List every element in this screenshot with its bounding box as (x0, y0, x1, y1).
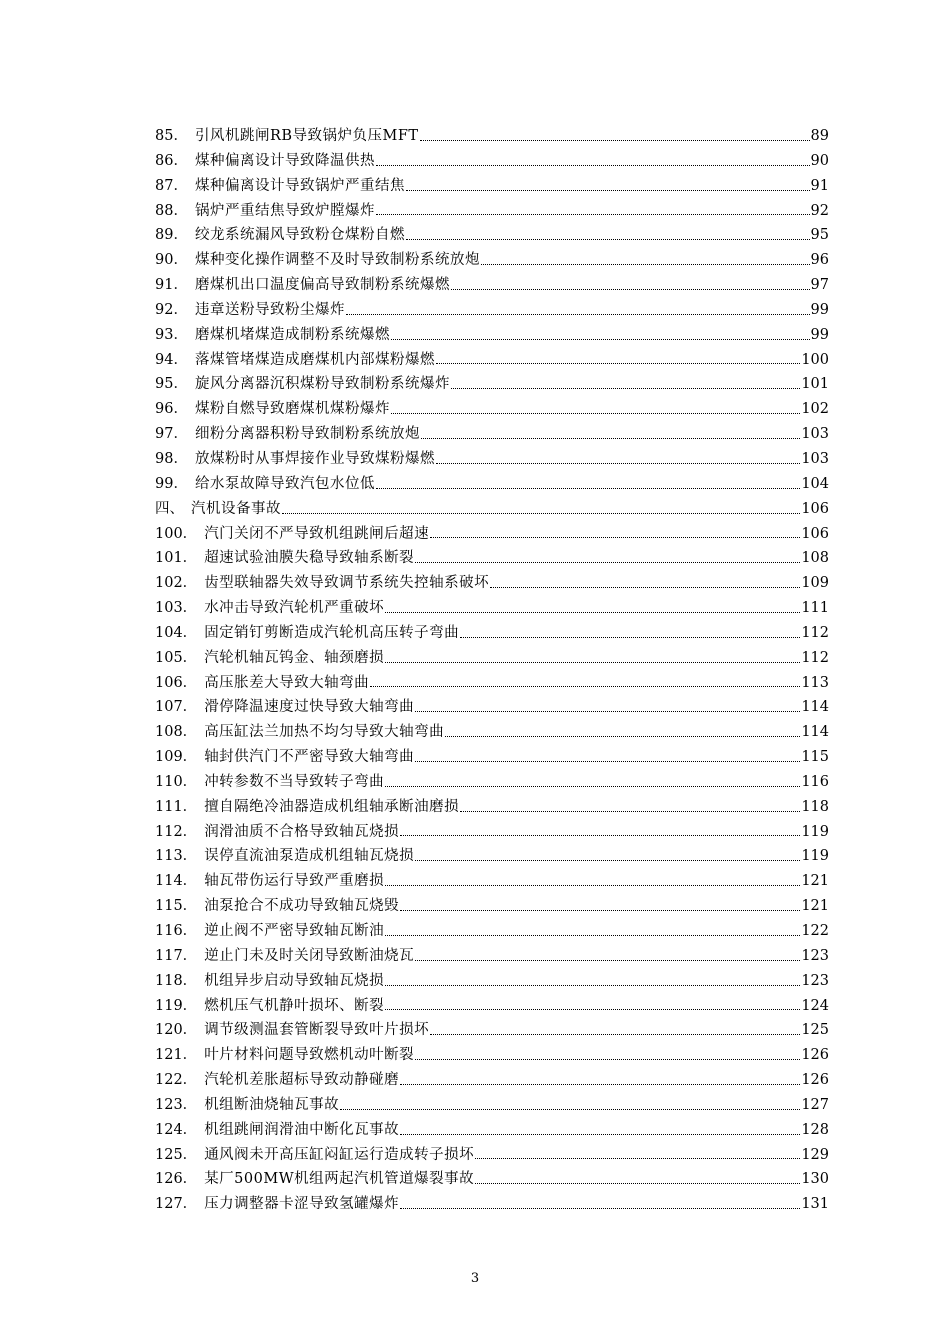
toc-entry-page: 102 (801, 401, 829, 418)
toc-entry-title: 压力调整器卡涩导致氢罐爆炸 (204, 1196, 400, 1213)
toc-entry[interactable] (155, 820, 829, 845)
toc-entry-page: 106 (801, 525, 829, 542)
toc-entry-number: 119． (155, 997, 198, 1014)
toc-entry[interactable] (155, 248, 829, 273)
toc-entry-number: 122． (155, 1072, 198, 1089)
toc-dot-leader (475, 1158, 800, 1159)
toc-entry-page: 103 (801, 450, 829, 467)
toc-entry-page: 121 (801, 898, 829, 915)
toc-dot-leader (400, 1084, 800, 1085)
toc-entry-number: 125． (155, 1146, 198, 1163)
toc-entry-number: 98． (155, 450, 188, 467)
toc-entry-title: 调节级测温套管断裂导致叶片损坏 (204, 1022, 430, 1039)
toc-entry[interactable] (155, 571, 829, 596)
toc-entry[interactable] (155, 944, 829, 969)
toc-entry[interactable] (155, 994, 829, 1019)
toc-entry-page: 95 (810, 227, 829, 244)
toc-entry-page: 123 (801, 947, 829, 964)
toc-entry[interactable] (155, 894, 829, 919)
toc-entry-title: 落煤管堵煤造成磨煤机内部煤粉爆燃 (194, 351, 435, 368)
toc-dot-leader (445, 736, 800, 737)
toc-entry[interactable] (155, 795, 829, 820)
toc-entry-title: 轴瓦带伤运行导致严重磨损 (204, 873, 385, 890)
toc-entry-title: 擅自隔绝冷油器造成机组轴承断油磨损 (204, 798, 460, 815)
toc-entry-title: 滑停降温速度过快导致大轴弯曲 (204, 699, 415, 716)
toc-entry-title: 磨煤机出口温度偏高导致制粉系统爆燃 (194, 277, 450, 294)
toc-entry-title: 违章送粉导致粉尘爆炸 (194, 301, 345, 318)
toc-entry-page: 122 (801, 923, 829, 939)
toc-dot-leader (385, 935, 800, 936)
toc-dot-leader (346, 314, 810, 315)
toc-entry-number: 120． (155, 1022, 198, 1039)
toc-entry-number: 107． (155, 699, 198, 716)
toc-entry[interactable] (155, 372, 829, 397)
toc-entry[interactable] (155, 869, 829, 894)
toc-dot-leader (430, 1034, 800, 1035)
toc-entry[interactable] (155, 1118, 829, 1143)
toc-entry-page: 90 (810, 152, 829, 169)
toc-dot-leader (421, 438, 800, 439)
toc-entry-title: 高压胀差大导致大轴弯曲 (204, 674, 370, 691)
table-of-contents (155, 124, 829, 1217)
toc-dot-leader (340, 1109, 800, 1110)
toc-entry[interactable] (155, 1093, 829, 1118)
toc-dot-leader (391, 339, 810, 340)
toc-entry-page: 112 (801, 624, 829, 641)
toc-entry-title: 煤种偏离设计导致降温供热 (194, 152, 375, 169)
toc-entry-number: 89． (155, 227, 188, 244)
toc-entry-number: 126． (155, 1171, 198, 1188)
toc-entry-title: 汽轮机轴瓦钨金、轴颈磨损 (204, 649, 385, 666)
toc-entry-page: 114 (801, 699, 829, 716)
toc-entry-title: 汽机设备事故 (191, 500, 281, 517)
toc-entry-number: 112． (155, 823, 198, 840)
toc-entry-page: 125 (801, 1022, 829, 1039)
toc-entry-title: 某厂500MW机组两起汽机管道爆裂事故 (204, 1171, 475, 1188)
toc-entry-number: 117． (155, 947, 198, 964)
toc-entry-number: 97． (155, 426, 188, 443)
toc-entry-number: 102． (155, 575, 198, 592)
toc-entry-title: 引风机跳闸RB导致锅炉负压MFT (194, 128, 419, 144)
toc-entry[interactable] (155, 298, 829, 323)
toc-entry[interactable] (155, 919, 829, 944)
toc-dot-leader (400, 1134, 800, 1135)
toc-dot-leader (451, 388, 800, 389)
toc-entry[interactable] (155, 1068, 829, 1093)
toc-entry-number: 115． (155, 898, 198, 915)
toc-entry-number: 109． (155, 749, 198, 766)
toc-dot-leader (420, 140, 810, 141)
toc-entry-page: 91 (810, 177, 829, 194)
toc-dot-leader (376, 165, 810, 166)
toc-entry-page: 115 (801, 749, 829, 766)
toc-dot-leader (406, 190, 810, 191)
toc-entry-page: 127 (801, 1096, 829, 1113)
toc-dot-leader (400, 835, 800, 836)
toc-entry-page: 89 (810, 128, 829, 144)
toc-entry-title: 误停直流油泵造成机组轴瓦烧损 (204, 848, 415, 865)
toc-entry-title: 轴封供汽门不严密导致大轴弯曲 (204, 749, 415, 766)
toc-entry[interactable] (155, 621, 829, 646)
toc-entry-title: 机组异步启动导致轴瓦烧损 (204, 972, 385, 989)
toc-dot-leader (400, 910, 800, 911)
toc-entry-number: 104． (155, 624, 198, 641)
toc-entry[interactable] (155, 397, 829, 422)
toc-entry[interactable] (155, 497, 829, 522)
toc-dot-leader (400, 1208, 800, 1209)
toc-dot-leader (385, 612, 800, 613)
toc-entry-page: 123 (801, 972, 829, 989)
toc-dot-leader (436, 463, 800, 464)
toc-dot-leader (451, 289, 810, 290)
toc-dot-leader (376, 214, 810, 215)
toc-entry-title: 给水泵故障导致汽包水位低 (194, 475, 375, 492)
toc-dot-leader (481, 264, 810, 265)
toc-entry-number: 106． (155, 674, 198, 691)
toc-entry[interactable] (155, 745, 829, 770)
toc-entry-page: 108 (801, 550, 829, 567)
toc-entry-number: 91． (155, 277, 188, 294)
toc-dot-leader (385, 885, 800, 886)
toc-entry[interactable] (155, 720, 829, 745)
toc-entry-title: 旋风分离器沉积煤粉导致制粉系统爆炸 (194, 376, 450, 393)
toc-entry-page: 121 (801, 873, 829, 890)
toc-entry[interactable] (155, 596, 829, 621)
toc-entry-number: 110． (155, 773, 198, 790)
toc-entry-number: 103． (155, 600, 198, 617)
toc-entry-title: 锅炉严重结焦导致炉膛爆炸 (194, 202, 375, 219)
toc-entry-page: 113 (801, 674, 829, 691)
toc-entry-number: 123． (155, 1096, 198, 1113)
toc-entry[interactable] (155, 447, 829, 472)
toc-entry-number: 86． (155, 152, 188, 169)
toc-entry-page: 106 (801, 500, 829, 517)
toc-entry-title: 磨煤机堵煤造成制粉系统爆燃 (194, 326, 390, 343)
toc-entry-title: 通风阀未开高压缸闷缸运行造成转子损坏 (204, 1146, 475, 1163)
toc-entry-number: 93． (155, 326, 188, 343)
toc-entry-page: 109 (801, 575, 829, 592)
toc-entry-page: 128 (801, 1121, 829, 1138)
toc-dot-leader (406, 239, 810, 240)
toc-dot-leader (430, 537, 800, 538)
toc-entry-number: 99． (155, 475, 188, 492)
toc-entry[interactable] (155, 671, 829, 696)
toc-entry[interactable] (155, 199, 829, 224)
toc-entry-page: 119 (801, 848, 829, 865)
toc-dot-leader (415, 562, 800, 563)
toc-entry-title: 放煤粉时从事焊接作业导致煤粉爆燃 (194, 450, 435, 467)
toc-entry[interactable] (155, 969, 829, 994)
toc-entry-number: 95． (155, 376, 188, 393)
toc-entry[interactable] (155, 1143, 829, 1168)
toc-entry[interactable] (155, 273, 829, 298)
toc-entry[interactable] (155, 124, 829, 149)
toc-entry-title: 超速试验油膜失稳导致轴系断裂 (204, 550, 415, 567)
toc-entry[interactable] (155, 546, 829, 571)
toc-dot-leader (490, 587, 800, 588)
toc-entry[interactable] (155, 844, 829, 869)
toc-entry[interactable] (155, 522, 829, 547)
toc-dot-leader (460, 637, 800, 638)
toc-entry-title: 汽轮机差胀超标导致动静碰磨 (204, 1072, 400, 1089)
toc-dot-leader (282, 513, 800, 514)
toc-dot-leader (370, 686, 800, 687)
toc-entry-page: 131 (801, 1196, 829, 1213)
toc-entry-title: 燃机压气机静叶损坏、断裂 (204, 997, 385, 1014)
toc-entry[interactable] (155, 422, 829, 447)
toc-entry-title: 逆止门未及时关闭导致断油烧瓦 (204, 947, 415, 964)
toc-entry[interactable] (155, 472, 829, 497)
toc-entry-page: 100 (801, 351, 829, 368)
toc-entry-page: 124 (801, 997, 829, 1014)
toc-entry-title: 绞龙系统漏风导致粉仓煤粉自燃 (194, 227, 405, 244)
toc-entry[interactable] (155, 646, 829, 671)
toc-entry-page: 92 (810, 202, 829, 219)
toc-entry[interactable] (155, 149, 829, 174)
toc-entry-number: 105． (155, 649, 198, 666)
toc-entry-number: 111． (155, 798, 198, 815)
toc-entry-title: 煤种偏离设计导致锅炉严重结焦 (194, 177, 405, 194)
toc-entry-page: 111 (801, 600, 829, 617)
toc-dot-leader (415, 1059, 800, 1060)
toc-entry-number: 88． (155, 202, 188, 219)
toc-entry[interactable] (155, 770, 829, 795)
toc-entry-number: 121． (155, 1047, 198, 1064)
toc-entry-number: 100． (155, 525, 198, 542)
toc-entry-title: 冲转参数不当导致转子弯曲 (204, 773, 385, 790)
toc-entry-page: 96 (810, 252, 829, 269)
toc-entry-number: 114． (155, 873, 198, 890)
toc-entry[interactable] (155, 174, 829, 199)
toc-entry-title: 油泵抢合不成功导致轴瓦烧毁 (204, 898, 400, 915)
toc-entry-page: 118 (801, 798, 829, 815)
toc-dot-leader (415, 761, 800, 762)
toc-entry-title: 机组跳闸润滑油中断化瓦事故 (204, 1121, 400, 1138)
toc-entry-number: 92． (155, 301, 188, 318)
toc-entry[interactable] (155, 1167, 829, 1192)
toc-entry-title: 细粉分离器积粉导致制粉系统放炮 (194, 426, 420, 443)
toc-entry-title: 叶片材料问题导致燃机动叶断裂 (204, 1047, 415, 1064)
toc-entry-title: 润滑油质不合格导致轴瓦烧损 (204, 823, 400, 840)
toc-entry-page: 114 (801, 724, 829, 741)
page-number: 3 (470, 1271, 480, 1286)
toc-entry-title: 齿型联轴器失效导致调节系统失控轴系破坏 (204, 575, 490, 592)
toc-entry-title: 煤种变化操作调整不及时导致制粉系统放炮 (194, 252, 480, 269)
toc-entry-number: 101． (155, 550, 198, 567)
toc-entry-title: 煤粉自燃导致磨煤机煤粉爆炸 (194, 401, 390, 418)
toc-dot-leader (415, 960, 800, 961)
toc-entry-number: 124． (155, 1121, 198, 1138)
toc-dot-leader (391, 413, 800, 414)
toc-entry-title: 水冲击导致汽轮机严重破坏 (204, 600, 385, 617)
toc-entry-number: 127． (155, 1196, 198, 1213)
toc-entry-page: 101 (801, 376, 829, 393)
toc-entry[interactable] (155, 1043, 829, 1068)
toc-dot-leader (415, 860, 800, 861)
toc-entry-page: 130 (801, 1171, 829, 1188)
toc-entry-title: 逆止阀不严密导致轴瓦断油 (204, 923, 385, 939)
toc-entry-number: 85． (155, 128, 188, 144)
toc-entry-title: 高压缸法兰加热不均匀导致大轴弯曲 (204, 724, 445, 741)
toc-entry-number: 108． (155, 724, 198, 741)
toc-dot-leader (385, 662, 800, 663)
toc-entry-number: 118． (155, 972, 198, 989)
toc-entry[interactable] (155, 223, 829, 248)
toc-entry-number: 113． (155, 848, 198, 865)
toc-entry-page: 99 (810, 301, 829, 318)
toc-entry-title: 固定销钉剪断造成汽轮机高压转子弯曲 (204, 624, 460, 641)
toc-entry-number: 四、 (155, 500, 184, 517)
toc-entry-title: 机组断油烧轴瓦事故 (204, 1096, 340, 1113)
toc-dot-leader (460, 811, 800, 812)
toc-entry-number: 116． (155, 923, 198, 939)
toc-entry-page: 112 (801, 649, 829, 666)
toc-dot-leader (385, 786, 800, 787)
toc-entry-number: 96． (155, 401, 188, 418)
toc-dot-leader (376, 488, 800, 489)
toc-dot-leader (385, 1009, 800, 1010)
toc-entry-page: 129 (801, 1146, 829, 1163)
toc-dot-leader (475, 1183, 800, 1184)
toc-entry-page: 103 (801, 426, 829, 443)
toc-dot-leader (385, 985, 800, 986)
toc-entry-number: 87． (155, 177, 188, 194)
toc-entry-number: 94． (155, 351, 188, 368)
toc-entry[interactable] (155, 1018, 829, 1043)
toc-dot-leader (415, 711, 800, 712)
toc-entry-page: 97 (810, 277, 829, 294)
toc-entry[interactable] (155, 695, 829, 720)
toc-entry[interactable] (155, 348, 829, 373)
toc-entry-page: 116 (801, 773, 829, 790)
toc-entry-page: 126 (801, 1047, 829, 1064)
toc-entry-title: 汽门关闭不严导致机组跳闸后超速 (204, 525, 430, 542)
toc-entry-page: 126 (801, 1072, 829, 1089)
toc-entry[interactable] (155, 323, 829, 348)
toc-entry-page: 104 (801, 475, 829, 492)
toc-entry-number: 90． (155, 252, 188, 269)
toc-dot-leader (436, 363, 800, 364)
toc-entry-page: 99 (810, 326, 829, 343)
toc-entry[interactable] (155, 1192, 829, 1217)
toc-entry-page: 119 (801, 823, 829, 840)
